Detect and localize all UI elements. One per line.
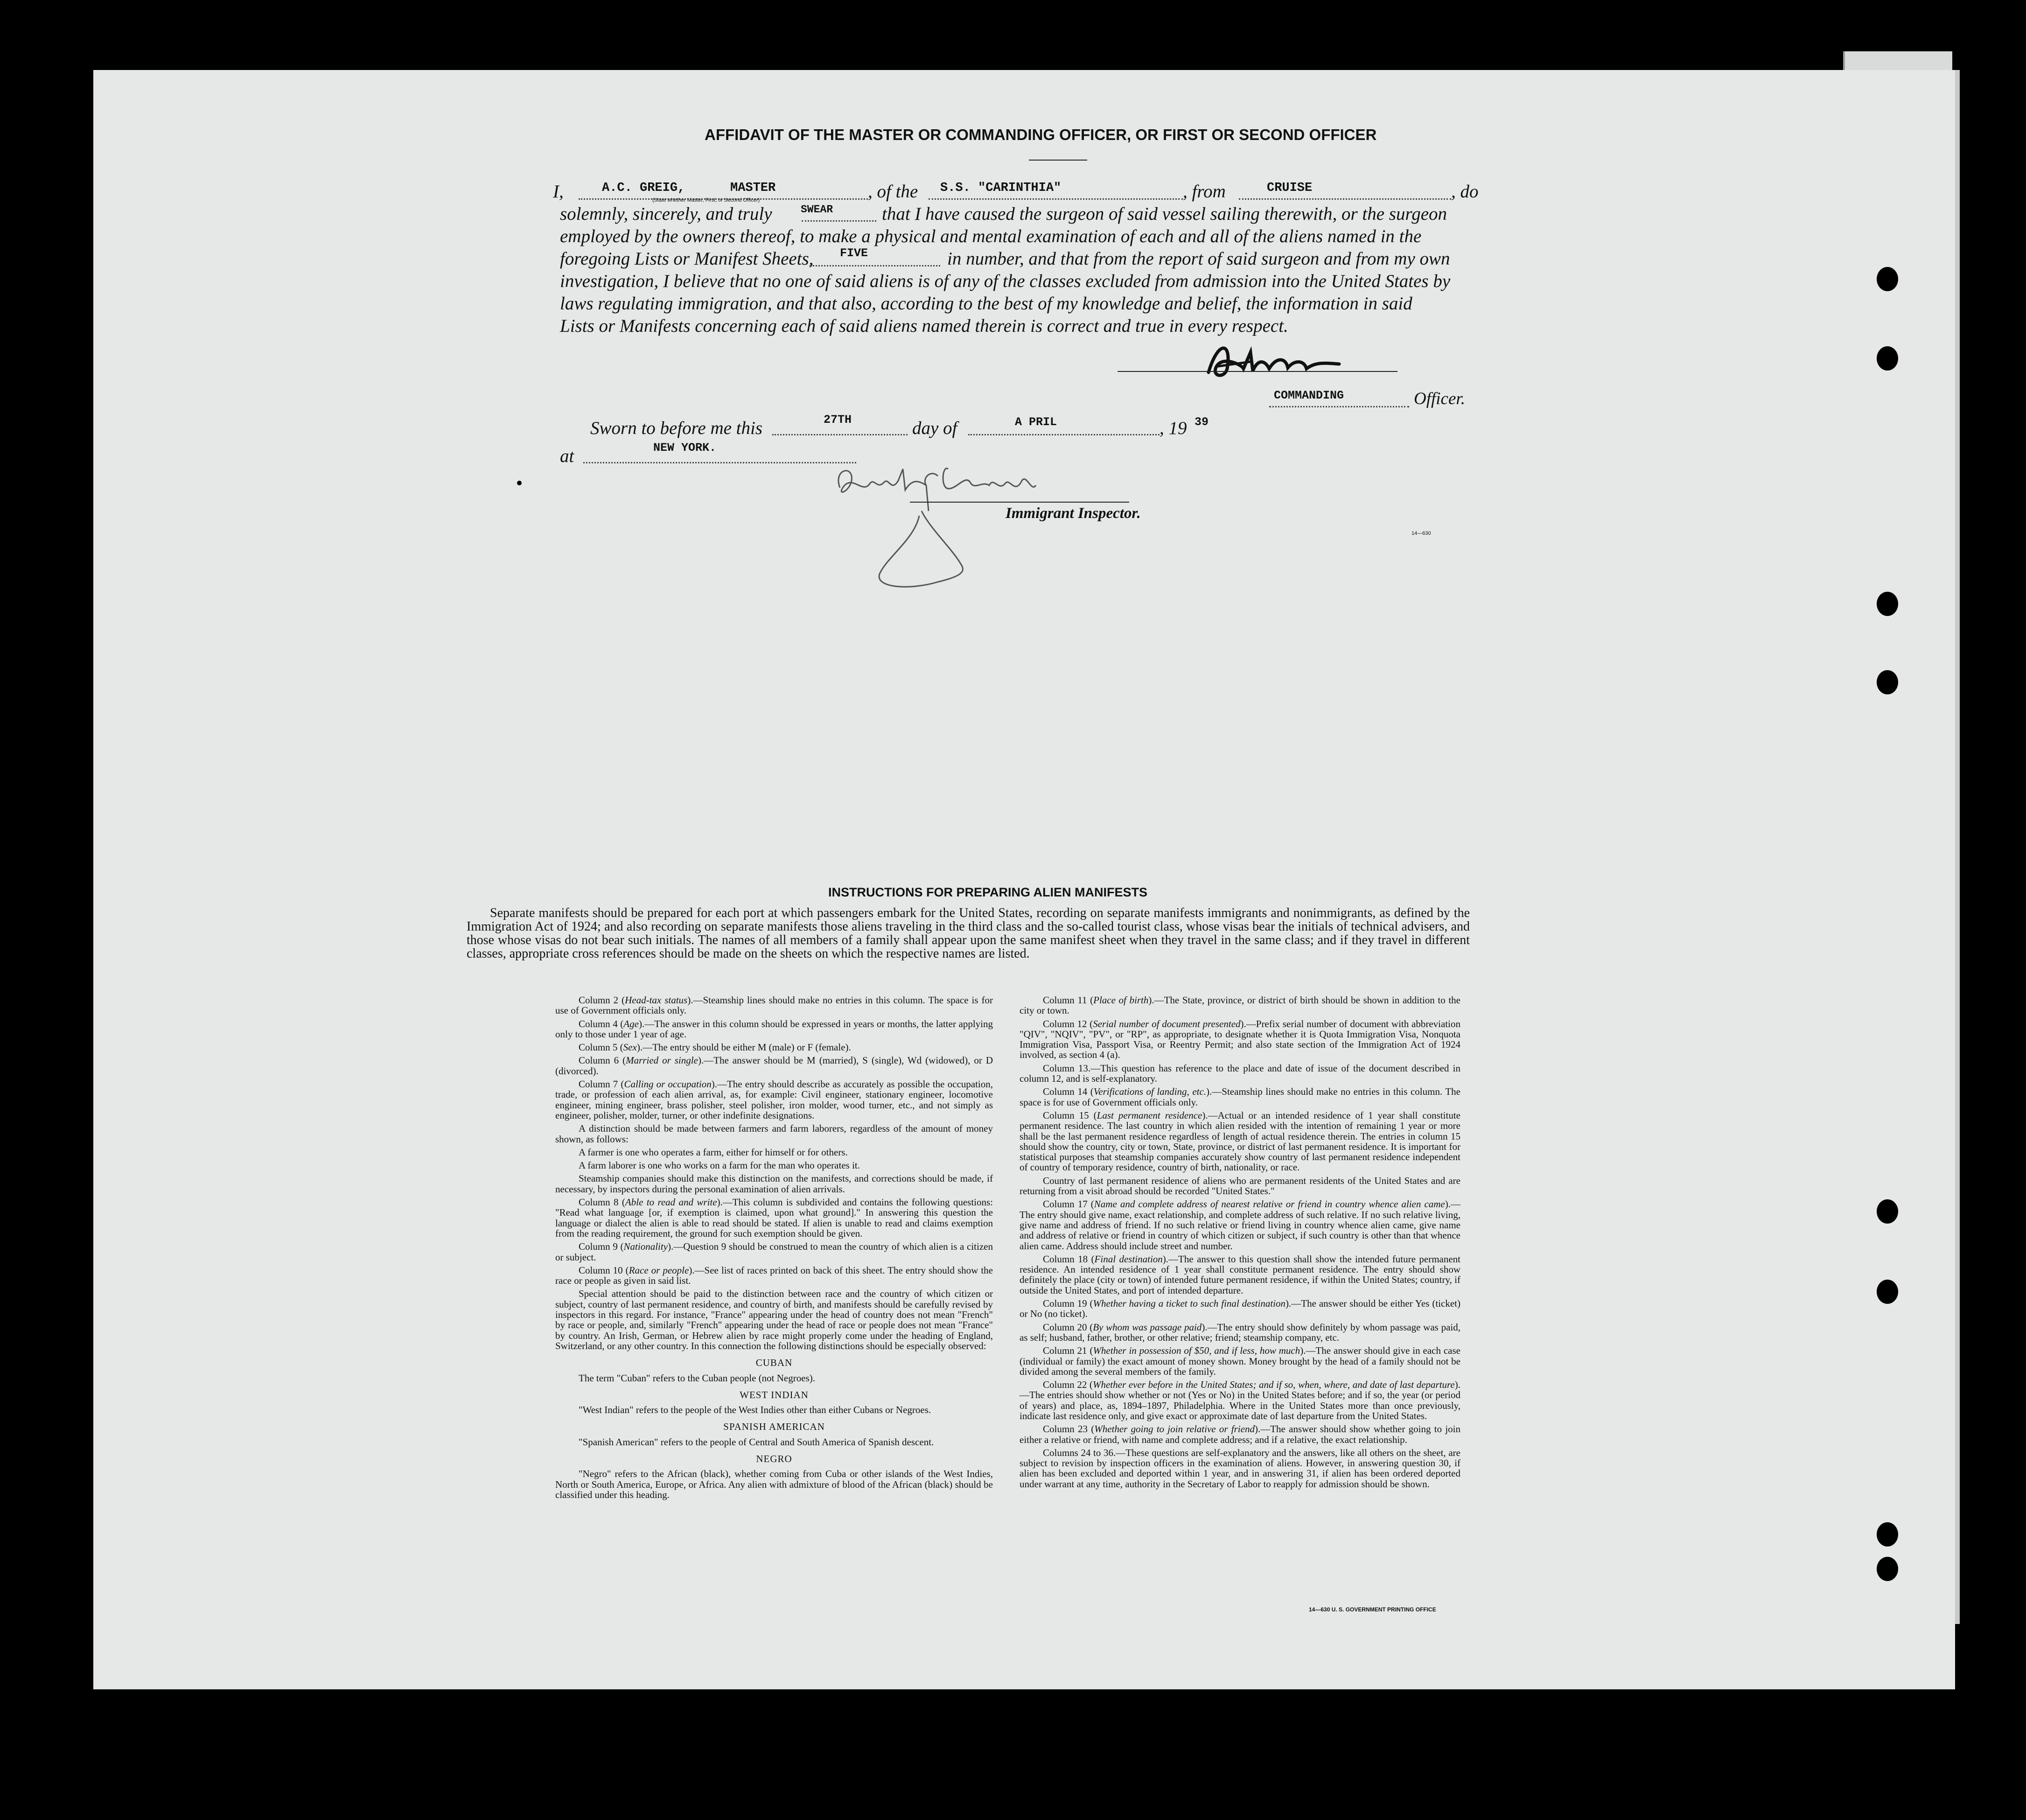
paragraph-text: ).—Actual or an intended residence of 1 year shall constitute permanent residence. The last country in which alien resided with the intention of remaining 1 year or more shall be the last permanent residence regardless of length of actual residence therein. The entries in column 15 should show the country, city or town, State, province, or district of last permanent residence. It is important for statistical purposes that steamship companies accurately show country of last permanent residence independent of country of temporary residence, country of birth, nationality, or race.	[1020, 1109, 1461, 1173]
instruction-paragraph	[555, 1265, 993, 1286]
paragraph-term: Race or people	[629, 1264, 689, 1276]
instruction-paragraph	[1020, 1254, 1460, 1295]
binder-hole-icon	[1877, 346, 1898, 371]
officer-suffix: Officer.	[1414, 389, 1465, 408]
instruction-paragraph	[555, 1241, 993, 1262]
instructions-intro: Separate manifests should be prepared for each port at which passengers embark for the United States, recording on separate manifests immigrants and nonimmigrants, as defined by the Immigration Act of 1924; and also recording on separate manifests those aliens traveling in the third class and the so-called tourist class, whose visas bear the initials of technical advisers, and those whose visas do not bear such initials. The names of all members of a family shall appear upon the same manifest sheet when they travel in the same class; and if they travel in different classes, appropriate cross references should be made on the sheets on which the respective names are listed.	[467, 906, 1470, 961]
paragraph-text: ).—The entry should describe as accurately as possible the occupation, trade, or profession of each alien arrival, as, for example: Civil engineer, stationary engineer, locomotive engineer, mining engineer, brass polisher, steel polisher, iron molder, wood turner, etc., and not simply as engineer, polisher, molder, turner, or other indefinite designations.	[555, 1078, 993, 1121]
paragraph-text: ).—The answer should be M (married), S (single), Wd (widowed), or D (divorced).	[555, 1055, 993, 1077]
binder-hole-icon	[1877, 1199, 1898, 1224]
instruction-paragraph	[555, 1042, 993, 1052]
paragraph-lead: Column 15 (	[1043, 1109, 1097, 1121]
day-field-line	[772, 434, 908, 435]
speck-icon	[517, 481, 522, 485]
paragraph-lead: Column 14 (	[1043, 1086, 1094, 1098]
instruction-paragraph	[1020, 1063, 1460, 1084]
sworn-month: A PRIL	[1015, 415, 1057, 429]
instructions-title: INSTRUCTIONS FOR PREPARING ALIEN MANIFESTS	[828, 885, 1148, 899]
paragraph-lead: Column 22 (	[1043, 1379, 1093, 1391]
binder-hole-icon	[1877, 670, 1898, 694]
distinction-text: The term "Cuban" refers to the Cuban people (not Negroes).	[579, 1372, 815, 1384]
paragraph-term: Name and complete address of nearest relative or friend in country whence alien came	[1094, 1198, 1445, 1210]
oath-verb: SWEAR	[801, 203, 833, 216]
instruction-paragraph	[1020, 1298, 1460, 1319]
instruction-paragraph	[555, 1019, 993, 1040]
paragraph-term: Able to read and write	[625, 1197, 717, 1208]
binder-hole-icon	[1877, 1522, 1898, 1547]
paragraph-lead: Column 11 (	[1043, 994, 1094, 1006]
paragraph-text: ).—Steamship lines should make no entries in this column. The space is for use of Government officials only.	[555, 994, 993, 1016]
paragraph-lead: Column 18 (	[1043, 1253, 1095, 1265]
instructions-right-column	[1020, 995, 1460, 1492]
ship-field-line	[929, 198, 1183, 200]
day-of-label: day of	[912, 418, 957, 438]
paragraph-term: Place of birth	[1093, 994, 1149, 1006]
paragraph-text: A farmer is one who operates a farm, either for himself or for others.	[579, 1146, 848, 1158]
distinction-heading: NEGRO	[756, 1453, 792, 1464]
form-number: 14—630	[1411, 531, 1431, 536]
paragraph-lead: Column 4 (	[579, 1018, 624, 1029]
instruction-paragraph	[1020, 1345, 1460, 1377]
paragraph-term: Whether in possession of $50, and if less, how much	[1093, 1345, 1300, 1357]
paragraph-term: Serial number of document presented	[1093, 1018, 1241, 1029]
paragraph-lead: Column 5 (	[579, 1042, 623, 1053]
instruction-paragraph	[555, 1160, 993, 1170]
paragraph-lead: Column 12 (	[1043, 1018, 1093, 1029]
paragraph-text: ).—The answer should be either Yes (ticket) or No (no ticket).	[1020, 1298, 1460, 1320]
distinction-text: "Spanish American" refers to the people of Central and South America of Spanish descent.	[579, 1436, 934, 1448]
year-suffix: 39	[1195, 415, 1209, 429]
paragraph-term: Age	[623, 1018, 639, 1029]
paragraph-term: Verifications of landing, etc.	[1093, 1086, 1207, 1098]
paragraph-term: Whether going to join relative or friend	[1094, 1423, 1255, 1435]
distinction-heading: WEST INDIAN	[740, 1389, 809, 1400]
paragraph-term: Last permanent residence	[1097, 1109, 1202, 1121]
paragraph-text: ).—Steamship lines should make no entries in this column. The space is for use of Government officials only.	[1020, 1086, 1461, 1108]
paragraph-lead: Column 7 (	[579, 1078, 624, 1090]
affidavit-title: AFFIDAVIT OF THE MASTER OR COMMANDING OFFICER, OR FIRST OR SECOND OFFICER	[705, 126, 1377, 143]
paragraph-text: A distinction should be made between farmers and farm laborers, regardless of the amount of money shown, as follows:	[555, 1123, 993, 1145]
instruction-paragraph	[1020, 1176, 1460, 1197]
paragraph-text: ).—This column is subdivided and contains the following questions: "Read what language [or, if exemption is claimed, upon what ground]." In answering this question the language or dialect the alien is able to read should be stated. If alien is unable to read and claims exemption from the reading requirement, the ground for such exemption should be given.	[555, 1197, 993, 1239]
paragraph-term: Sex	[623, 1042, 637, 1053]
oath-line-end: that I have caused the surgeon of said vessel sailing therewith, or the surgeon	[882, 204, 1447, 224]
instruction-paragraph	[1020, 1424, 1460, 1445]
paragraph-lead: Column 6 (	[579, 1055, 626, 1066]
inspector-line	[910, 502, 1129, 503]
paragraph-term: Calling or occupation	[624, 1078, 712, 1090]
at-label: at	[560, 446, 574, 466]
paragraph-text: ).—The entry should be either M (male) or F (female).	[636, 1042, 851, 1053]
oath-line-start: solemnly, sincerely, and truly	[560, 204, 772, 224]
port-field-line	[1239, 198, 1451, 200]
paragraph-term: Whether having a ticket to such final destination	[1093, 1298, 1285, 1309]
instruction-paragraph	[555, 1173, 993, 1194]
binder-hole-icon	[1877, 1280, 1898, 1304]
title-rule	[1029, 160, 1087, 161]
place-field-line	[583, 462, 856, 463]
paragraph-lead: Column 19 (	[1043, 1298, 1093, 1309]
instruction-paragraph	[555, 1288, 993, 1351]
instruction-paragraph	[1020, 1448, 1460, 1489]
paragraph-lead: Column 9 (	[579, 1241, 624, 1253]
distinction-text: "Negro" refers to the African (black), whether coming from Cuba or other islands of the West Indies, North or South America, Europe, or Africa. Any alien with admixture of blood of the African (black) should be classified under this heading.	[555, 1468, 993, 1500]
instructions-left-column	[555, 995, 993, 1503]
paragraph-text: ).—The State, province, or district of birth should be shown in addition to the city or town.	[1020, 994, 1460, 1016]
instruction-paragraph	[1020, 1199, 1460, 1251]
distinction-text: "West Indian" refers to the people of the West Indies other than either Cubans or Negroes.	[579, 1404, 931, 1416]
binder-hole-icon	[1877, 592, 1898, 616]
month-field-line	[968, 434, 1160, 435]
paragraph-lead: Column 21 (	[1043, 1345, 1093, 1357]
paragraph-text: ).—The answer to this question shall show the intended future permanent residence. An intended residence of 1 year shall constitute permanent residence. The entry should show definitely the place (city or town) of intended future permanent residence, if within the United States; country, if outside the United States, and port of intended departure.	[1020, 1253, 1461, 1296]
paragraph-text: ).—The answer should give in each case (individual or family) the exact amount of money shown. Money brought by the head of a family should not be divided among the several members of the family.	[1020, 1345, 1460, 1377]
instruction-paragraph	[555, 1123, 993, 1144]
instruction-paragraph	[1020, 1110, 1460, 1173]
paragraph-text: ).—The entry should show definitely by whom passage was paid, as self; husband, father, brother, or other relative; friend; steamship company, etc.	[1020, 1321, 1460, 1343]
paragraph-text: Steamship companies should make this distinction on the manifests, and corrections should be made, if necessary, by inspectors during the personal examination of alien arrivals.	[555, 1173, 993, 1195]
instruction-paragraph	[1020, 1322, 1460, 1343]
officer-title-line	[1269, 406, 1409, 407]
paragraph-lead: Column 23 (	[1043, 1423, 1095, 1435]
paragraph-term: Whether ever before in the United States; and if so, when, where, and date of last departure	[1092, 1379, 1455, 1391]
master-signature	[1199, 336, 1358, 387]
affidavit-line-5: investigation, I believe that no one of said aliens is of any of the classes excluded from admission into the United States by	[560, 271, 1451, 291]
instruction-paragraph	[1020, 995, 1460, 1016]
instruction-paragraph	[1020, 1086, 1460, 1107]
year-prefix: , 19	[1160, 418, 1187, 438]
paragraph-text: A farm laborer is one who works on a farm for the man who operates it.	[579, 1160, 860, 1171]
sworn-label: Sworn to before me this	[590, 418, 763, 438]
inspector-caption: Immigrant Inspector.	[1006, 505, 1141, 522]
do-label: , do	[1451, 182, 1479, 202]
paragraph-lead: Column 8 (	[579, 1197, 625, 1208]
instruction-paragraph	[1020, 1379, 1460, 1421]
paragraph-text: ).—The entry should give name, exact relationship, and complete address of such relative. If no such relative living, give name and address of friend. If no such relative or friend living in country whence alien came, give name and address of relative or friend in country of which citizen or subject, if such country is other than that whence alien came. Address should include street and number.	[1020, 1198, 1460, 1252]
paragraph-term: Head-tax status	[625, 994, 688, 1006]
departure-port: CRUISE	[1267, 181, 1313, 195]
affidavit-i: I,	[553, 182, 564, 202]
paragraph-term: By whom was passage paid	[1093, 1321, 1202, 1333]
officer-title: COMMANDING	[1274, 389, 1344, 402]
distinction-heading: SPANISH AMERICAN	[723, 1421, 825, 1433]
from-label: , from	[1183, 182, 1226, 202]
inspector-signature	[826, 460, 1125, 600]
sworn-day: 27TH	[824, 413, 852, 427]
sheets-field-line	[810, 265, 940, 266]
instruction-paragraph	[555, 995, 993, 1016]
paragraph-term: Married or single	[626, 1055, 698, 1066]
paragraph-text: Country of last permanent residence of aliens who are permanent residents of the United States and are returning from a visit abroad should be recorded "United States."	[1020, 1175, 1460, 1197]
paragraph-lead: Column 2 (	[579, 994, 625, 1006]
paragraph-text: ).—The answer should show whether going to join either a relative or friend, with name and complete address; and if a relative, the exact relationship.	[1020, 1423, 1460, 1445]
affidavit-line-6: laws regulating immigration, and that also, according to the best of my knowledge and belief, the information in said	[560, 294, 1412, 314]
binder-hole-icon	[1877, 1557, 1898, 1581]
sworn-place: NEW YORK.	[653, 441, 717, 455]
signature-line	[1118, 371, 1397, 372]
affidavit-line-7: Lists or Manifests concerning each of said aliens named therein is correct and true in every respect.	[560, 316, 1288, 336]
paragraph-term: Final destination	[1094, 1253, 1163, 1265]
instruction-paragraph	[555, 1079, 993, 1120]
instruction-paragraph	[555, 1197, 993, 1239]
of-the-label: , of the	[868, 182, 918, 202]
printing-office-footer: 14—630 U. S. GOVERNMENT PRINTING OFFICE	[1309, 1606, 1436, 1613]
paragraph-term: Nationality	[623, 1241, 668, 1253]
sheets-line-end: in number, and that from the report of said surgeon and from my own	[947, 249, 1450, 269]
paragraph-lead: Column 10 (	[579, 1264, 629, 1276]
binder-hole-icon	[1877, 267, 1898, 291]
affidavit-line-3: employed by the owners thereof, to make a physical and mental examination of each and all of the aliens named in the	[560, 226, 1422, 246]
distinction-heading: CUBAN	[755, 1357, 793, 1369]
paragraph-text: ).—Question 9 should be construed to mean the country of which alien is a citizen or subject.	[555, 1241, 993, 1263]
paragraph-text: ).—The answer in this column should be expressed in years or months, the latter applying only to those under 1 year of age.	[555, 1018, 993, 1040]
paragraph-text: ).—See list of races printed on back of this sheet. The entry should show the race or people as given in said list.	[555, 1264, 993, 1287]
instruction-paragraph	[1020, 1019, 1460, 1060]
paragraph-text: ).—The entries should show whether or not (Yes or No) in the United States before; and if so, the year (or period of years) and place, as, 1894–1897, Philadelphia. Where in the United States more than once previously, indicate last residence only, and give exact or approximate date of last departure from the United States.	[1020, 1379, 1460, 1421]
sheets-line-start: foregoing Lists or Manifest Sheets,	[560, 249, 814, 269]
sheet-count: FIVE	[840, 246, 868, 260]
paragraph-lead: Column 20 (	[1043, 1321, 1093, 1333]
paragraph-text: Special attention should be paid to the distinction between race and the country of which citizen or subject, country of last permanent residence, and country of birth, and manifests should be carefully revised by inspectors in this regard. For instance, "France" appearing under the head of country does not mean "French" by race or people, and, similarly "French" appearing under the head of race or people does not mean "France" by country. An Irish, German, or Hebrew alien by race might properly come under the heading of England, Switzerland, or any other country. In this connection the following distinctions should be especially observed:	[555, 1288, 993, 1351]
paragraph-lead: Column 17 (	[1043, 1198, 1094, 1210]
paragraph-text: Column 13.—This question has reference to the place and date of issue of the document described in column 12, and is self-explanatory.	[1020, 1062, 1460, 1085]
master-name: A.C. GREIG,	[602, 181, 685, 195]
oath-field-line	[802, 220, 876, 222]
paragraph-text: Columns 24 to 36.—These questions are self-explanatory and the answers, like all others on the sheet, are subject to revision by inspection officers in the examination of aliens. However, in answering question 30, if alien has been excluded and deported within 1 year, and in answering 31, if alien has been ordered deported under warrant at any time, authority in the Secretary of Labor to reapply for admission should be shown.	[1020, 1447, 1460, 1490]
master-rank: MASTER	[730, 181, 776, 195]
paragraph-text: ).—Prefix serial number of document with abbreviation "QIV", "NQIV", "PV", or "RP", as appropriate, to designate whether it is Quota Immigration Visa, Nonquota Immigration Visa, Passport Visa, or Reentry Permit; and also state section of the Immigration Act of 1924 involved, as section 4 (a).	[1020, 1018, 1460, 1061]
instruction-paragraph	[555, 1147, 993, 1157]
instruction-paragraph	[555, 1055, 993, 1076]
ship-name: S.S. "CARINTHIA"	[940, 181, 1062, 195]
rank-caption: (State whether Master, First, or Second Officer)	[652, 197, 760, 203]
